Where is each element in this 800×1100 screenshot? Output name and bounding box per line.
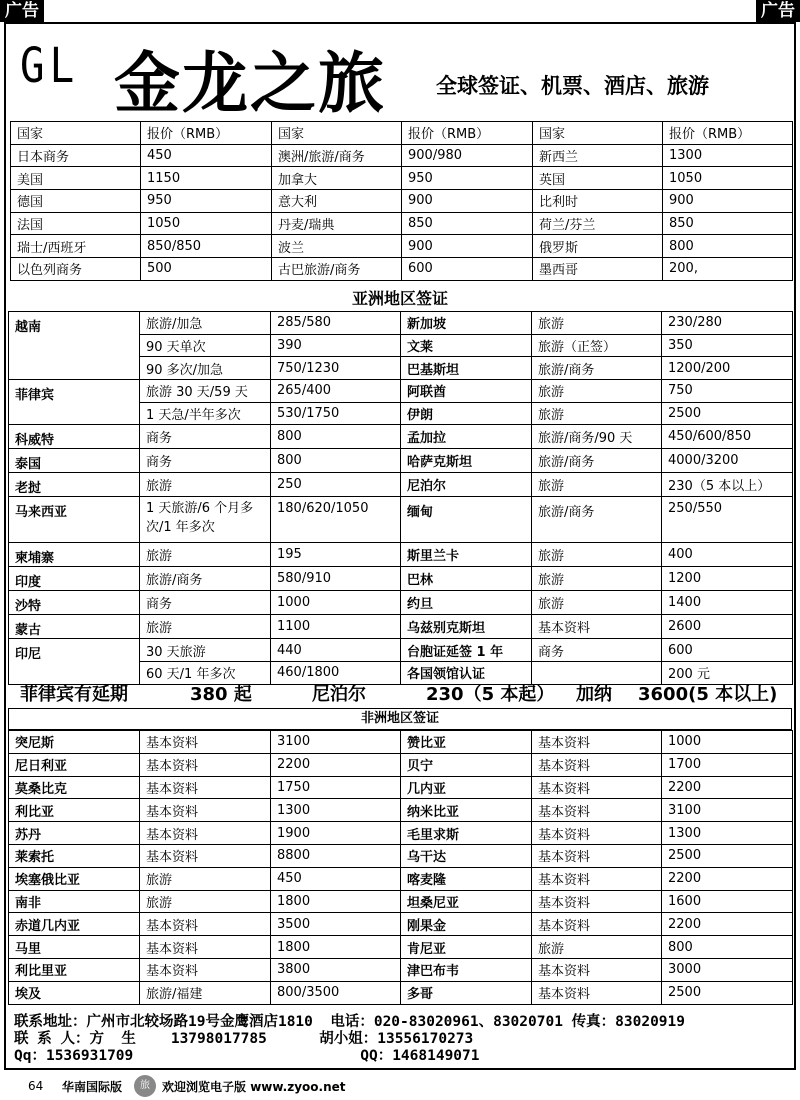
price-cell: 850/850: [141, 235, 272, 258]
visa-type-cell: 商务: [532, 639, 662, 662]
country-cell: 荷兰/芬兰: [533, 212, 663, 235]
visa-type-cell: 基本资料: [140, 822, 271, 845]
visa-type-cell: 90 天单次: [140, 334, 271, 357]
price-cell: 2500: [662, 981, 793, 1004]
price-cell: 1300: [662, 822, 793, 845]
country-cell: 伊朗: [401, 402, 532, 425]
price-cell: 3100: [662, 799, 793, 822]
global-visa-table: [10, 121, 793, 281]
visa-type-cell: 旅游: [140, 615, 271, 639]
visa-type-cell: 基本资料: [140, 913, 271, 936]
price-cell: 3800: [271, 958, 401, 981]
country-cell: 乌干达: [401, 844, 532, 867]
price-cell: 850: [663, 212, 793, 235]
country-cell: 波兰: [272, 235, 402, 258]
table-row: [9, 731, 793, 754]
visa-type-cell: 基本资料: [532, 731, 662, 754]
price-cell: 900: [663, 190, 793, 213]
ad-label-right: 广告: [756, 0, 800, 22]
country-cell: 坦桑尼亚: [401, 890, 532, 913]
tagline: 全球签证、机票、酒店、旅游: [436, 74, 709, 98]
country-cell: 墨西哥: [533, 258, 663, 281]
table-row: [9, 981, 793, 1004]
price-cell: 600: [402, 258, 533, 281]
country-cell: 苏丹: [9, 822, 140, 845]
table-row: [9, 497, 793, 543]
visa-type-cell: 旅游: [532, 380, 662, 403]
contact-info: [14, 1014, 794, 1065]
visa-type-cell: 旅游: [140, 543, 271, 567]
table-row: [9, 867, 793, 890]
country-cell: 俄罗斯: [533, 235, 663, 258]
country-cell: 毛里求斯: [401, 822, 532, 845]
country-cell: 纳米比亚: [401, 799, 532, 822]
table-row: [11, 190, 793, 213]
country-cell: 加拿大: [272, 167, 402, 190]
header-price: 报价（RMB）: [663, 122, 793, 145]
brand-title: 金龙之旅: [114, 44, 386, 122]
country-cell: 瑞士/西班牙: [11, 235, 141, 258]
country-cell: 科威特: [9, 425, 140, 449]
price-cell: 1800: [271, 936, 401, 959]
header-price: 报价（RMB）: [402, 122, 533, 145]
country-cell: 埃塞俄比亚: [9, 867, 140, 890]
price-cell: 1050: [663, 167, 793, 190]
country-cell: 各国领馆认证: [401, 662, 532, 685]
price-cell: 1300: [663, 144, 793, 167]
country-cell: 刚果金: [401, 913, 532, 936]
price-cell: 800: [662, 936, 793, 959]
promo-nepal-value: 230（5 本起）: [426, 684, 555, 705]
table-row: [9, 380, 793, 403]
country-cell: 利比亚: [9, 799, 140, 822]
price-cell: 1750: [271, 776, 401, 799]
country-cell: 阿联酋: [401, 380, 532, 403]
country-cell: 肯尼亚: [401, 936, 532, 959]
price-cell: 8800: [271, 844, 401, 867]
price-cell: 1200/200: [662, 357, 793, 380]
table-row: [9, 567, 793, 591]
visa-type-cell: 基本资料: [532, 958, 662, 981]
price-cell: 250: [271, 473, 401, 497]
visa-type-cell: 旅游/商务: [532, 497, 662, 543]
visa-type-cell: 基本资料: [140, 799, 271, 822]
price-cell: 800: [663, 235, 793, 258]
promo-ghana-label: 加纳: [576, 684, 612, 705]
contact-qq: Qq：1536931709 QQ：1468149071: [14, 1048, 480, 1064]
price-cell: 180/620/1050: [271, 497, 401, 543]
visa-type-cell: 旅游/商务: [532, 357, 662, 380]
ad-label-left: 广告: [0, 0, 44, 22]
ad-frame: [4, 22, 796, 1070]
header-country: 国家: [533, 122, 663, 145]
country-cell: 巴林: [401, 567, 532, 591]
visa-type-cell: 基本资料: [140, 958, 271, 981]
promo-line: [20, 679, 790, 707]
visa-type-cell: 基本资料: [140, 776, 271, 799]
price-cell: 440: [271, 639, 401, 662]
price-cell: 195: [271, 543, 401, 567]
price-cell: 2200: [662, 913, 793, 936]
visa-type-cell: 旅游: [532, 936, 662, 959]
visa-type-cell: 30 天旅游: [140, 639, 271, 662]
visa-type-cell: 旅游 30 天/59 天: [140, 380, 271, 403]
price-cell: 580/910: [271, 567, 401, 591]
contact-person: 联 系 人：方 生 13798017785 胡小姐：13556170273: [14, 1031, 474, 1047]
country-cell: 文莱: [401, 334, 532, 357]
country-cell: 以色列商务: [11, 258, 141, 281]
visa-type-cell: 基本资料: [532, 615, 662, 639]
visa-type-cell: 旅游/商务: [140, 567, 271, 591]
table-row: [9, 473, 793, 497]
country-cell: 几内亚: [401, 776, 532, 799]
country-cell: 澳洲/旅游/商务: [272, 144, 402, 167]
publication-logo-icon: 旅: [134, 1075, 156, 1097]
price-cell: 2200: [271, 753, 401, 776]
header-country: 国家: [11, 122, 141, 145]
price-cell: 2200: [662, 776, 793, 799]
price-cell: 900: [402, 190, 533, 213]
price-cell: 2600: [662, 615, 793, 639]
country-cell: 津巴布韦: [401, 958, 532, 981]
country-cell: 德国: [11, 190, 141, 213]
country-cell: 英国: [533, 167, 663, 190]
country-cell: 越南: [9, 312, 140, 380]
visa-type-cell: 基本资料: [532, 776, 662, 799]
price-cell: 1400: [662, 591, 793, 615]
visa-type-cell: 基本资料: [532, 890, 662, 913]
country-cell: 印度: [9, 567, 140, 591]
visa-type-cell: 商务: [140, 425, 271, 449]
country-cell: 缅甸: [401, 497, 532, 543]
visa-type-cell: 90 多次/加急: [140, 357, 271, 380]
visa-type-cell: 基本资料: [140, 936, 271, 959]
price-cell: 750/1230: [271, 357, 401, 380]
country-cell: 美国: [11, 167, 141, 190]
price-cell: 1000: [271, 591, 401, 615]
visa-type-cell: 60 天/1 年多次: [140, 662, 271, 685]
visa-type-cell: 1 天急/半年多次: [140, 402, 271, 425]
price-cell: 3100: [271, 731, 401, 754]
visa-type-cell: 基本资料: [532, 799, 662, 822]
table-row: [9, 822, 793, 845]
price-cell: 2500: [662, 844, 793, 867]
price-cell: 350: [662, 334, 793, 357]
country-cell: 沙特: [9, 591, 140, 615]
visa-type-cell: 旅游/加急: [140, 312, 271, 335]
visa-type-cell: 旅游: [532, 473, 662, 497]
visa-type-cell: 旅游: [532, 312, 662, 335]
price-cell: 450: [141, 144, 272, 167]
price-cell: 460/1800: [271, 662, 401, 685]
price-cell: 3500: [271, 913, 401, 936]
country-cell: 约旦: [401, 591, 532, 615]
visa-type-cell: 商务: [140, 591, 271, 615]
price-cell: 600: [662, 639, 793, 662]
price-cell: 1700: [662, 753, 793, 776]
promo-nepal-label: 尼泊尔: [312, 684, 366, 705]
price-cell: 3000: [662, 958, 793, 981]
table-row: [9, 591, 793, 615]
header-price: 报价（RMB）: [141, 122, 272, 145]
table-row: [9, 913, 793, 936]
price-cell: 850: [402, 212, 533, 235]
table-row: [9, 543, 793, 567]
price-cell: 500: [141, 258, 272, 281]
ad-header: [6, 24, 794, 120]
visa-type-cell: 商务: [140, 449, 271, 473]
country-cell: 台胞证延签 1 年: [401, 639, 532, 662]
visa-type-cell: 基本资料: [532, 844, 662, 867]
price-cell: 1050: [141, 212, 272, 235]
visa-type-cell: 基本资料: [532, 822, 662, 845]
publication-name: 华南国际版: [62, 1079, 123, 1094]
table-row: [11, 212, 793, 235]
page-number: 64: [28, 1079, 44, 1093]
country-cell: 新加坡: [401, 312, 532, 335]
table-row: [9, 776, 793, 799]
visa-type-cell: 1 天旅游/6 个月多次/1 年多次: [140, 497, 271, 543]
price-cell: 230/280: [662, 312, 793, 335]
table-row: [9, 425, 793, 449]
price-cell: 1150: [141, 167, 272, 190]
country-cell: 日本商务: [11, 144, 141, 167]
country-cell: 印尼: [9, 639, 140, 684]
table-row: [9, 844, 793, 867]
table-row: [9, 449, 793, 473]
country-cell: 赞比亚: [401, 731, 532, 754]
price-cell: 250/550: [662, 497, 793, 543]
table-row: [9, 958, 793, 981]
country-cell: 菲律宾: [9, 380, 140, 425]
africa-visa-table: [8, 730, 793, 1005]
country-cell: 莫桑比克: [9, 776, 140, 799]
country-cell: 斯里兰卡: [401, 543, 532, 567]
table-row: [9, 753, 793, 776]
price-cell: 530/1750: [271, 402, 401, 425]
visa-type-cell: 基本资料: [532, 867, 662, 890]
price-cell: 1000: [662, 731, 793, 754]
visa-type-cell: 基本资料: [140, 731, 271, 754]
visa-type-cell: 旅游（正签）: [532, 334, 662, 357]
visa-type-cell: 旅游: [140, 473, 271, 497]
price-cell: 750: [662, 380, 793, 403]
visa-type-cell: 基本资料: [532, 913, 662, 936]
country-cell: 贝宁: [401, 753, 532, 776]
country-cell: 蒙古: [9, 615, 140, 639]
price-cell: 950: [141, 190, 272, 213]
table-row: [9, 890, 793, 913]
table-row: [11, 167, 793, 190]
price-cell: 800: [271, 425, 401, 449]
price-cell: 1300: [271, 799, 401, 822]
price-cell: 1200: [662, 567, 793, 591]
country-cell: 哈萨克斯坦: [401, 449, 532, 473]
header-country: 国家: [272, 122, 402, 145]
country-cell: 孟加拉: [401, 425, 532, 449]
country-cell: 新西兰: [533, 144, 663, 167]
country-cell: 南非: [9, 890, 140, 913]
page-footer: [0, 1072, 800, 1100]
price-cell: 450: [271, 867, 401, 890]
footer-slogan: 欢迎浏览电子版 www.zyoo.net: [162, 1079, 346, 1094]
price-cell: 1600: [662, 890, 793, 913]
table-row: [9, 936, 793, 959]
price-cell: 450/600/850: [662, 425, 793, 449]
country-cell: 马里: [9, 936, 140, 959]
price-cell: 1800: [271, 890, 401, 913]
price-cell: 1100: [271, 615, 401, 639]
country-cell: 赤道几内亚: [9, 913, 140, 936]
price-cell: 4000/3200: [662, 449, 793, 473]
table-row: [9, 312, 793, 335]
price-cell: 400: [662, 543, 793, 567]
africa-section-title: 非洲地区签证: [8, 708, 792, 730]
visa-type-cell: 基本资料: [140, 844, 271, 867]
table-row: [11, 144, 793, 167]
country-cell: 尼日利亚: [9, 753, 140, 776]
country-cell: 古巴旅游/商务: [272, 258, 402, 281]
table-row: [9, 639, 793, 662]
visa-type-cell: 旅游/商务/90 天: [532, 425, 662, 449]
country-cell: 马来西亚: [9, 497, 140, 543]
visa-type-cell: 基本资料: [532, 981, 662, 1004]
price-cell: 950: [402, 167, 533, 190]
country-cell: 突尼斯: [9, 731, 140, 754]
price-cell: 200,: [663, 258, 793, 281]
table-row: [9, 799, 793, 822]
price-cell: 2200: [662, 867, 793, 890]
price-cell: 265/400: [271, 380, 401, 403]
visa-type-cell: 旅游: [140, 867, 271, 890]
visa-type-cell: 旅游: [532, 567, 662, 591]
visa-type-cell: 基本资料: [140, 753, 271, 776]
price-cell: 900/980: [402, 144, 533, 167]
price-cell: 900: [402, 235, 533, 258]
country-cell: 喀麦隆: [401, 867, 532, 890]
country-cell: 意大利: [272, 190, 402, 213]
price-cell: 390: [271, 334, 401, 357]
price-cell: 200 元: [662, 662, 793, 685]
price-cell: 285/580: [271, 312, 401, 335]
country-cell: 柬埔寨: [9, 543, 140, 567]
price-cell: 1900: [271, 822, 401, 845]
visa-type-cell: 旅游: [532, 402, 662, 425]
promo-philippines-label: 菲律宾有延期: [20, 684, 128, 705]
visa-type-cell: 旅游: [532, 591, 662, 615]
country-cell: 巴基斯坦: [401, 357, 532, 380]
table-row: [11, 235, 793, 258]
visa-type-cell: 基本资料: [532, 753, 662, 776]
country-cell: 老挝: [9, 473, 140, 497]
visa-type-cell: 旅游: [532, 543, 662, 567]
visa-type-cell: 旅游/福建: [140, 981, 271, 1004]
country-cell: 莱索托: [9, 844, 140, 867]
promo-ghana-value: 3600(5 本以上): [638, 684, 778, 705]
price-cell: 230（5 本以上）: [662, 473, 793, 497]
country-cell: 比利时: [533, 190, 663, 213]
country-cell: 埃及: [9, 981, 140, 1004]
table-row: [9, 615, 793, 639]
asia-section-title: 亚洲地区签证: [351, 289, 448, 308]
visa-type-cell: 旅游/商务: [532, 449, 662, 473]
table-header-row: [11, 122, 793, 145]
table-row: [11, 258, 793, 281]
country-cell: 多哥: [401, 981, 532, 1004]
country-cell: 乌兹别克斯坦: [401, 615, 532, 639]
country-cell: 法国: [11, 212, 141, 235]
country-cell: 丹麦/瑞典: [272, 212, 402, 235]
visa-type-cell: 旅游: [140, 890, 271, 913]
price-cell: 800/3500: [271, 981, 401, 1004]
asia-visa-table: [8, 311, 793, 685]
promo-philippines-value: 380 起: [190, 684, 252, 705]
price-cell: 800: [271, 449, 401, 473]
gl-logo: GL: [20, 38, 80, 94]
country-cell: 尼泊尔: [401, 473, 532, 497]
contact-address: 联系地址：广州市北较场路19号金鹰酒店1810 电话：020-83020961、83020701 传真：83020919: [14, 1014, 685, 1030]
price-cell: 2500: [662, 402, 793, 425]
country-cell: 泰国: [9, 449, 140, 473]
country-cell: 利比里亚: [9, 958, 140, 981]
